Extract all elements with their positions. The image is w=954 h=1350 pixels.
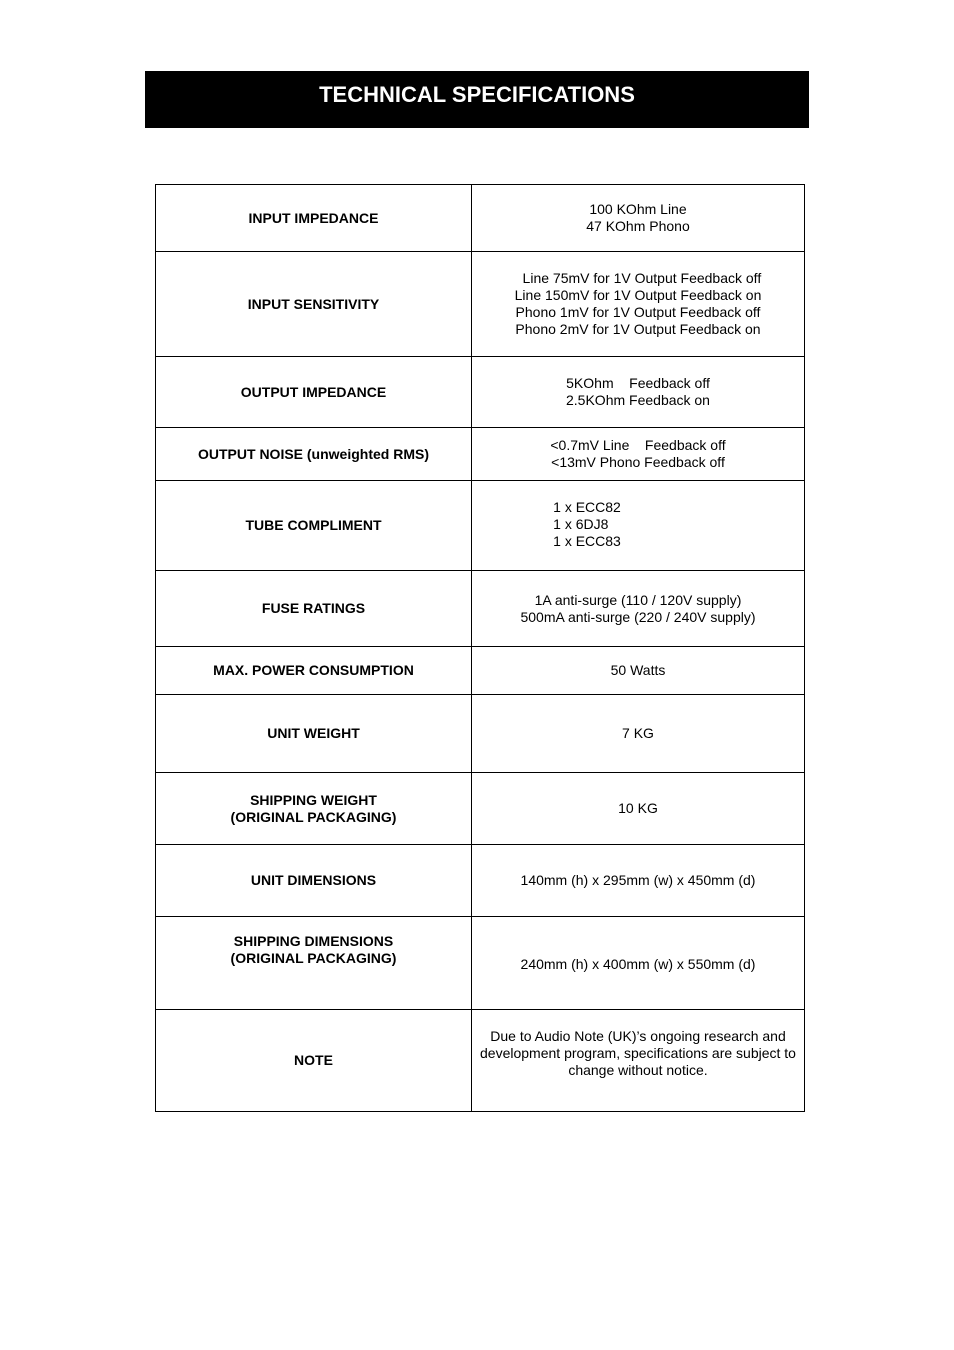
table-row: [156, 695, 805, 773]
spec-label: UNIT DIMENSIONS: [156, 845, 472, 917]
spec-label: SHIPPING WEIGHT (ORIGINAL PACKAGING): [156, 773, 472, 845]
table-row: [156, 357, 805, 428]
spec-value: 5KOhm Feedback off 2.5KOhm Feedback on: [472, 357, 805, 428]
spec-label: INPUT SENSITIVITY: [156, 252, 472, 357]
page-title: TECHNICAL SPECIFICATIONS: [319, 82, 635, 107]
table-row: [156, 185, 805, 252]
spec-label: OUTPUT IMPEDANCE: [156, 357, 472, 428]
spec-value: [472, 481, 805, 571]
table-row: [156, 647, 805, 695]
table-row: [156, 428, 805, 481]
table-row: [156, 571, 805, 647]
table-row: [156, 252, 805, 357]
tube-list: 1 x ECC82 1 x 6DJ8 1 x ECC83: [553, 499, 621, 549]
spec-label: INPUT IMPEDANCE: [156, 185, 472, 252]
spec-value: 240mm (h) x 400mm (w) x 550mm (d): [472, 917, 805, 1010]
spec-value: 140mm (h) x 295mm (w) x 450mm (d): [472, 845, 805, 917]
spec-label: TUBE COMPLIMENT: [156, 481, 472, 571]
spec-label: NOTE: [156, 1010, 472, 1112]
spec-value: 10 KG: [472, 773, 805, 845]
spec-label: FUSE RATINGS: [156, 571, 472, 647]
spec-value: <0.7mV Line Feedback off <13mV Phono Feedback off: [472, 428, 805, 481]
spec-value: 1A anti-surge (110 / 120V supply) 500mA anti-surge (220 / 240V supply): [472, 571, 805, 647]
title-banner: [145, 71, 809, 128]
table-row: [156, 917, 805, 1010]
spec-label: MAX. POWER CONSUMPTION: [156, 647, 472, 695]
spec-value: Line 75mV for 1V Output Feedback off Line 150mV for 1V Output Feedback on Phono 1mV for 1V Output Feedback off Phono 2mV for 1V Output Feedback on: [472, 252, 805, 357]
table-row: [156, 481, 805, 571]
table-row: [156, 845, 805, 917]
table-row: [156, 1010, 805, 1112]
table-row: [156, 773, 805, 845]
specifications-table: [155, 184, 805, 1112]
spec-value: 100 KOhm Line 47 KOhm Phono: [472, 185, 805, 252]
spec-label: UNIT WEIGHT: [156, 695, 472, 773]
spec-value: [472, 1010, 805, 1112]
spec-value: 7 KG: [472, 695, 805, 773]
note-text: Due to Audio Note (UK)’s ongoing research and development program, specifications are subject to change without notice.: [480, 1028, 796, 1078]
spec-label: SHIPPING DIMENSIONS (ORIGINAL PACKAGING): [156, 917, 472, 1010]
spec-label: OUTPUT NOISE (unweighted RMS): [156, 428, 472, 481]
spec-value: 50 Watts: [472, 647, 805, 695]
